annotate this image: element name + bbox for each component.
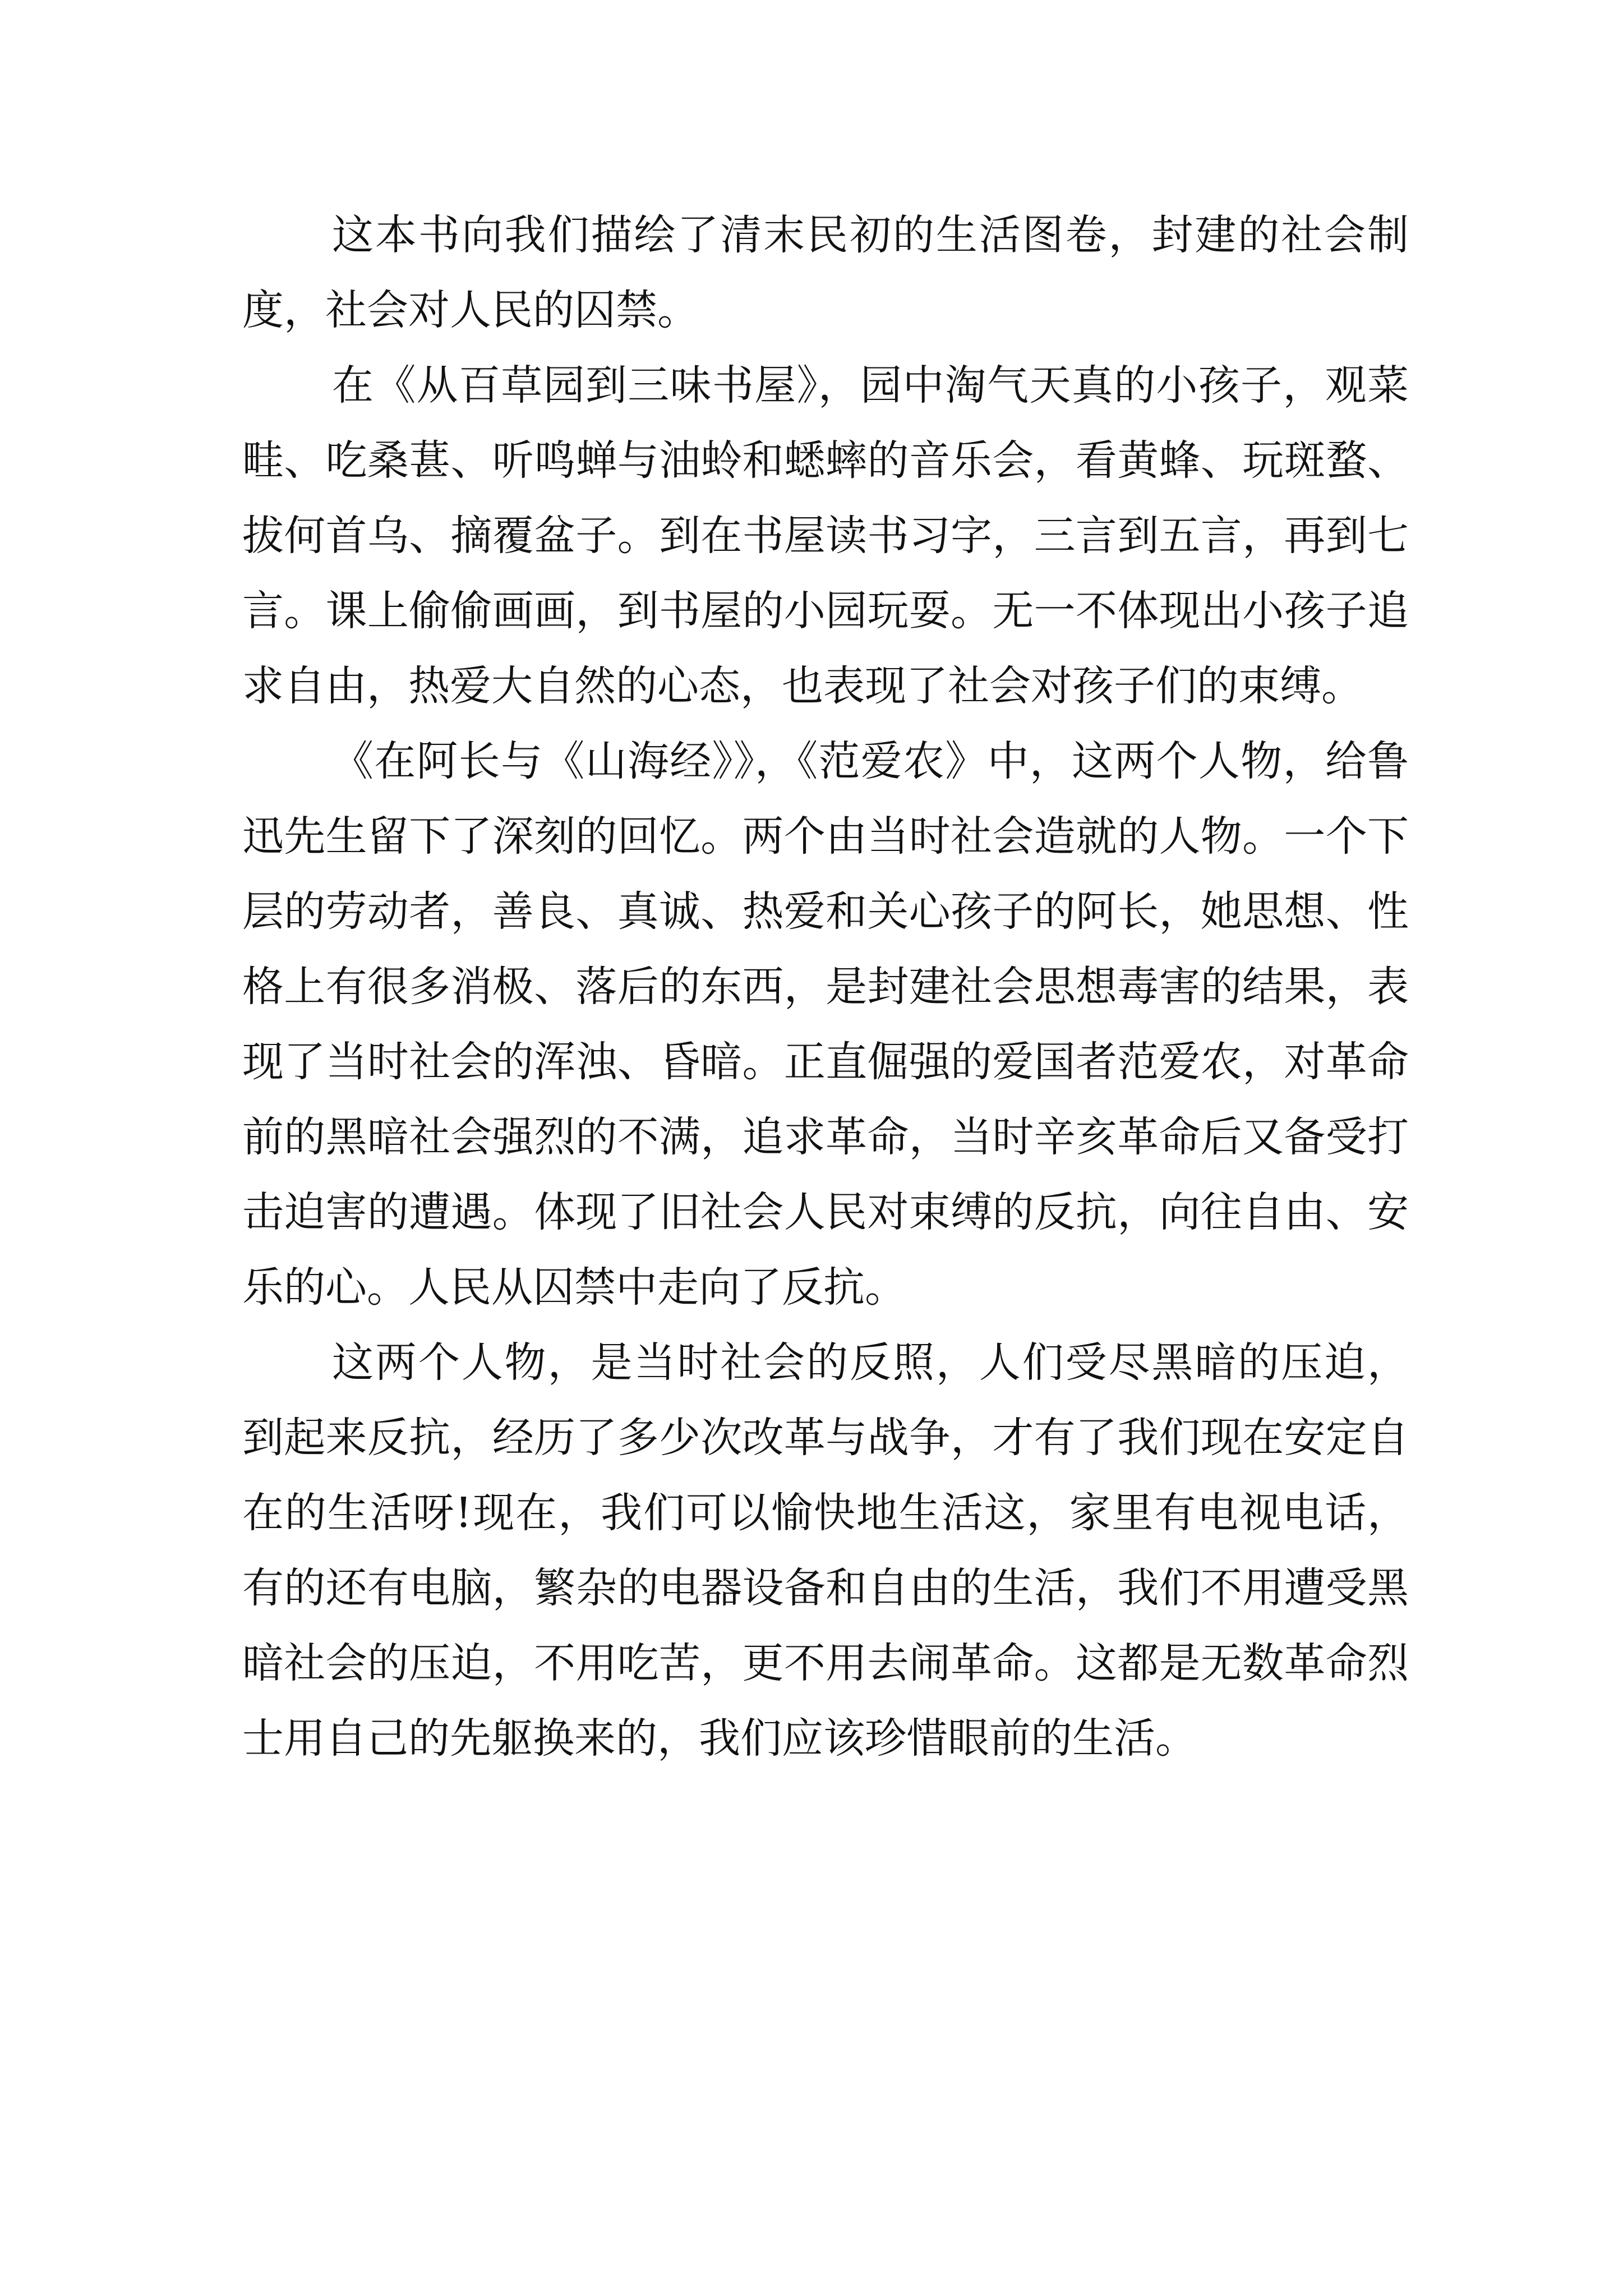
document-body — [242, 197, 1409, 1776]
paragraph-2: 在《从百草园到三味书屋》，园中淘气天真的小孩子，观菜畦、吃桑葚、听鸣蝉与油蛉和蟋蟀的音乐会，看黄蜂、玩斑蝥、拔何首乌、摘覆盆子。到在书屋读书习字，三言到五言，再到七言。课上偷偷画画，到书屋的小园玩耍。无一不体现出小孩子追求自由，热爱大自然的心态，也表现了社会对孩子们的束缚。 — [242, 361, 1409, 710]
paragraph-4: 这两个人物，是当时社会的反照，人们受尽黑暗的压迫，到起来反抗，经历了多少次改革与战争，才有了我们现在安定自在的生活呀!现在，我们可以愉快地生活这，家里有电视电话，有的还有电脑，繁杂的电器设备和自由的生活，我们不用遭受黑暗社会的压迫，不用吃苦，更不用去闹革命。这都是无数革命烈士用自己的先躯换来的，我们应该珍惜眼前的生活。 — [242, 1338, 1409, 1763]
paragraph-3: 《在阿长与《山海经》》，《范爱农》中，这两个人物，给鲁迅先生留下了深刻的回忆。两个由当时社会造就的人物。一个下层的劳动者，善良、真诚、热爱和关心孩子的阿长，她思想、性格上有很多消极、落后的东西，是封建社会思想毒害的结果，表现了当时社会的浑浊、昏暗。正直倔强的爱国者范爱农，对革命前的黑暗社会强烈的不满，追求革命，当时辛亥革命后又备受打击迫害的遭遇。体现了旧社会人民对束缚的反抗，向往自由、安乐的心。人民从囚禁中走向了反抗。 — [242, 737, 1409, 1312]
paragraph-1: 这本书向我们描绘了清末民初的生活图卷，封建的社会制度，社会对人民的囚禁。 — [242, 211, 1409, 334]
